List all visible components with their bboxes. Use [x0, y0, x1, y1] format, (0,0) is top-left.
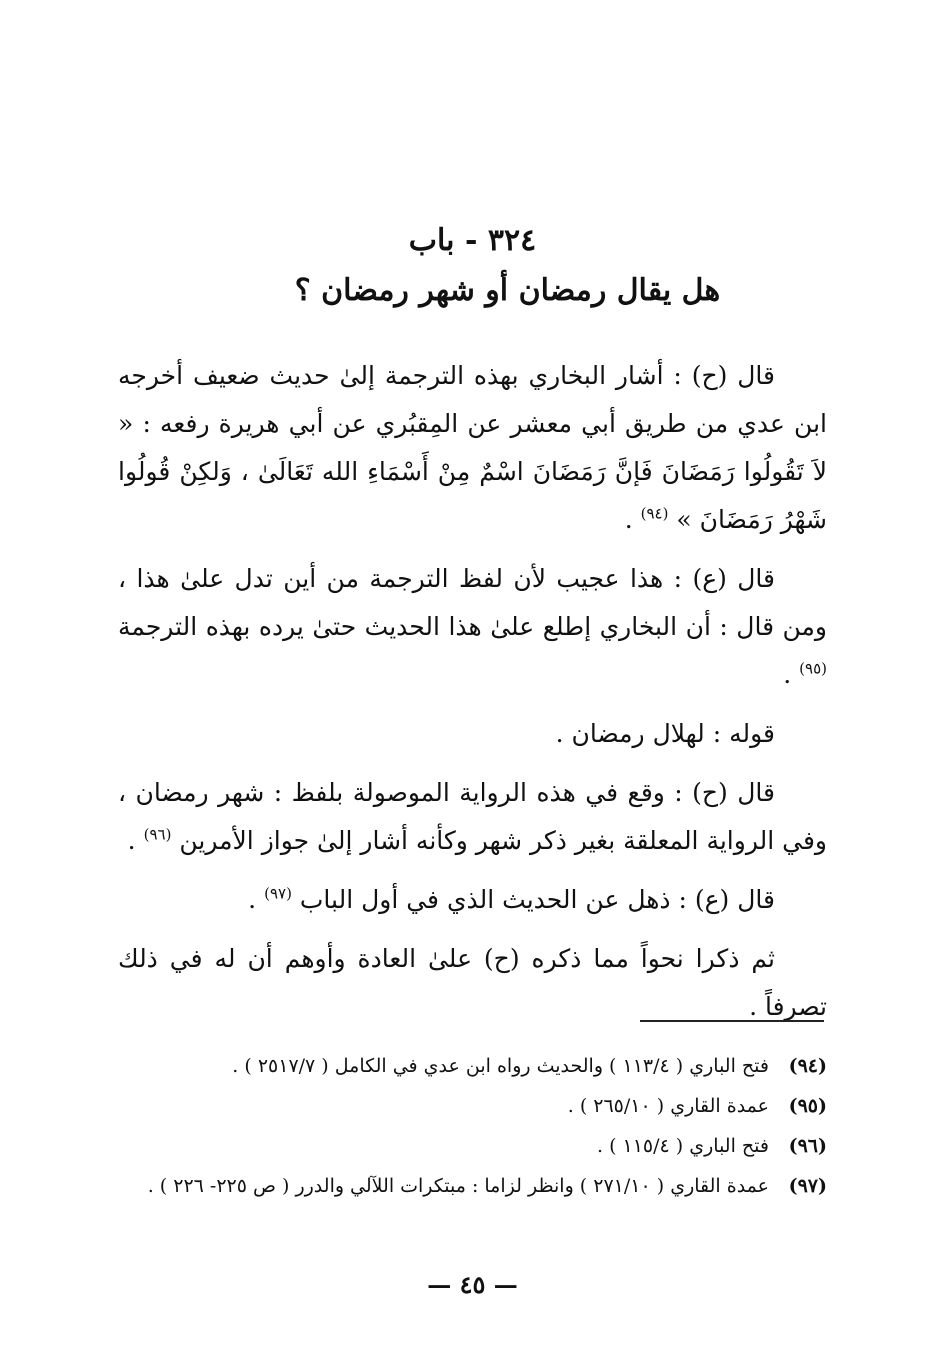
chapter-heading: [120, 218, 825, 314]
footnotes-section: [118, 1046, 827, 1206]
footnote-reference-96: (٩٦): [143, 825, 172, 844]
paragraph-ending: .: [248, 885, 265, 914]
footnote-number: (٩٤): [788, 1055, 827, 1077]
footnote-separator: [640, 1020, 824, 1022]
paragraph-1: [118, 352, 827, 544]
footnote-94: [118, 1046, 827, 1086]
footnote-text: عمدة القاري ( ٢٧١/١٠ ) وانظر لزاما : مبتكرات اللآلي والدرر ( ص ٢٢٥- ٢٢٦ ) .: [147, 1175, 769, 1197]
footnote-number: (٩٥): [788, 1095, 827, 1117]
paragraph-text: قال (ع) : ذهل عن الحديث الذي في أول الباب: [299, 885, 775, 914]
paragraph-2: [118, 555, 827, 699]
paragraph-3: [118, 710, 827, 758]
footnote-reference-94: (٩٤): [640, 504, 669, 523]
page-number: — ٤٥ —: [427, 1270, 518, 1299]
paragraph-text: قوله : لهلال رمضان .: [555, 719, 775, 748]
footnote-reference-95: (٩٥): [799, 659, 827, 678]
chapter-title: هل يقال رمضان أو شهر رمضان ؟: [294, 273, 721, 308]
paragraph-5: [118, 876, 827, 924]
paragraph-ending: .: [127, 826, 144, 855]
paragraph-6: [118, 935, 827, 1031]
paragraph-text: قال (ح) : أشار البخاري بهذه الترجمة إلىٰ حديث ضعيف أخرجه ابن عدي من طريق أبي معشر عن المِقبُري عن أبي هريرة رفعه : « لاَ تَقُولُوا رَمَضَانَ فَإنَّ رَمَضَانَ اسْمٌ مِنْ أَسْمَاءِ الله تَعَالَىٰ ، وَلكِنْ قُولُوا شَهْرُ رَمَضَانَ »: [118, 361, 827, 534]
paragraph-text: قال (ح) : وقع في هذه الرواية الموصولة بلفظ : شهر رمضان ، وفي الرواية المعلقة بغير ذكر شهر وكأنه أشار إلىٰ جواز الأمرين: [118, 778, 827, 855]
footnote-number: (٩٧): [788, 1175, 827, 1197]
footnote-text: فتح الباري ( ١١٥/٤ ) .: [596, 1135, 769, 1157]
footnote-96: [118, 1126, 827, 1166]
footnote-97: [118, 1166, 827, 1206]
paragraph-text: ثم ذكرا نحواً مما ذكره (ح) علىٰ العادة وأوهم أن له في ذلك تصرفاً .: [118, 944, 827, 1021]
body-text: [118, 352, 827, 1042]
footnote-text: فتح الباري ( ١١٣/٤ ) والحديث رواه ابن عدي في الكامل ( ٢٥١٧/٧ ) .: [232, 1055, 769, 1077]
chapter-number: ٣٢٤ - باب: [408, 223, 537, 258]
footnote-95: [118, 1086, 827, 1126]
footnote-number: (٩٦): [788, 1135, 827, 1157]
footnote-text: عمدة القاري ( ٢٦٥/١٠ ) .: [567, 1095, 769, 1117]
paragraph-text: قال (ع) : هذا عجيب لأن لفظ الترجمة من أين تدل علىٰ هذا ، ومن قال : أن البخاري إطلع علىٰ هذا الحديث حتىٰ يرده بهذه الترجمة: [118, 564, 827, 641]
footnote-reference-97: (٩٧): [264, 884, 292, 903]
paragraph-ending: .: [783, 660, 800, 689]
paragraph-ending: .: [624, 505, 641, 534]
paragraph-4: [118, 769, 827, 865]
